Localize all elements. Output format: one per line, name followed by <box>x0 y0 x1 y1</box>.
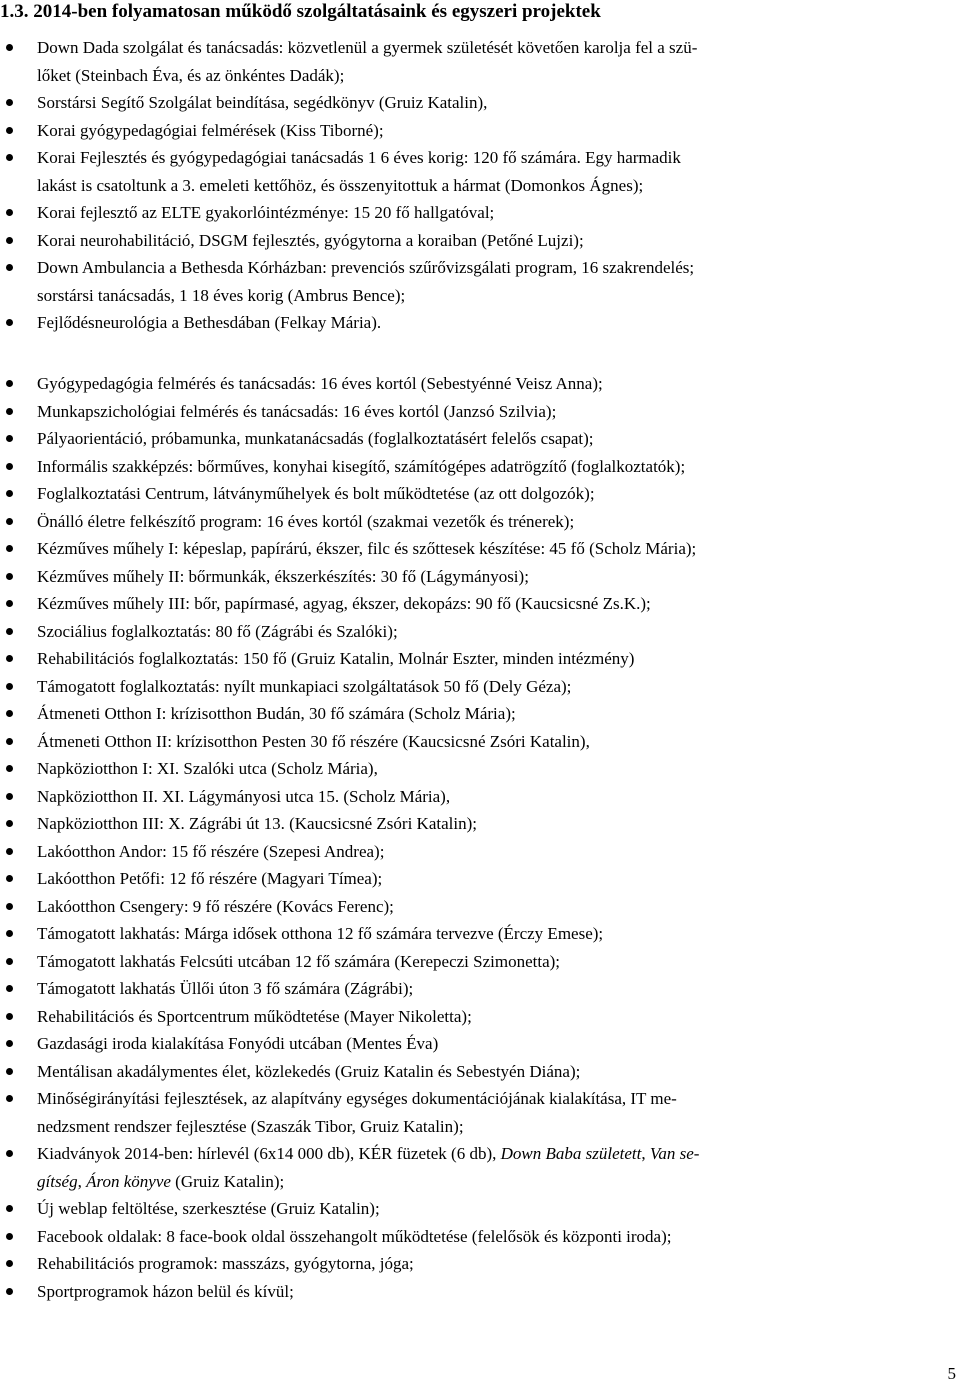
list-item <box>0 1003 960 1031</box>
section-title: 1.3. 2014-ben folyamatosan működő szolgáltatásaink és egyszeri projektek <box>0 1 601 22</box>
list-item-text: Kézműves műhely II: bőrmunkák, ékszerkészítés: 30 fő (Lágymányosi); <box>37 566 529 586</box>
list-item <box>0 1195 960 1223</box>
list-item <box>0 618 960 646</box>
list-item <box>0 755 960 783</box>
publication-title: Van se- <box>649 1144 700 1163</box>
list-item-line: Down Ambulancia a Bethesda Kórházban: prevenciós szűrővizsgálati program, 16 szakrendelés; <box>37 258 695 277</box>
list-item-text: Támogatott lakhatás Felcsúti utcában 12 fő számára (Kerepeczi Szimonetta); <box>37 951 561 971</box>
list-item-line: Korai neurohabilitáció, DSGM fejlesztés, gyógytorna a koraiban (Petőné Lujzi); <box>37 230 584 250</box>
list-item-line: Korai gyógypedagógiai felmérések (Kiss Tiborné); <box>37 120 384 140</box>
list-item <box>0 590 960 618</box>
list-item <box>0 783 960 811</box>
list-item <box>0 508 960 536</box>
list-item <box>0 535 960 563</box>
list-item <box>0 398 960 426</box>
list-item-line: sorstársi tanácsadás, 1 18 éves korig (Ambrus Bence); <box>37 285 406 305</box>
list-item <box>0 453 960 481</box>
list-item-line: Minőségirányítási fejlesztések, az alapítvány egységes dokumentációjának kialakítása, IT me- <box>37 1089 677 1108</box>
publication-title: Áron könyve <box>86 1171 171 1191</box>
list-item <box>0 144 960 199</box>
list-item <box>0 645 960 673</box>
list-item-text: Informális szakképzés: bőrműves, konyhai kisegítő, számítógépes adatrögzítő (foglalkoztatók); <box>37 456 686 476</box>
list-item-text: Lakóotthon Petőfi: 12 fő részére (Magyari Tímea); <box>37 869 383 888</box>
list-item <box>0 425 960 453</box>
list-item <box>0 89 960 117</box>
list-item <box>0 1250 960 1278</box>
list-item <box>0 117 960 145</box>
list-item <box>0 1085 960 1140</box>
list-item-text: Facebook oldalak: 8 face-book oldal összehangolt működtetése (felelősök és központi iroda); <box>37 1226 672 1246</box>
list-item-line: gítség, Áron könyve (Gruiz Katalin); <box>37 1171 285 1191</box>
list-item <box>0 920 960 948</box>
list-item <box>0 728 960 756</box>
list-item <box>0 893 960 921</box>
list-item <box>0 975 960 1003</box>
list-item-text: Mentálisan akadálymentes élet, közlekedés (Gruiz Katalin és Sebestyén Diána); <box>37 1061 581 1081</box>
list-item <box>0 1058 960 1086</box>
list-item-text: Támogatott lakhatás Üllői úton 3 fő számára (Zágrábi); <box>37 979 414 998</box>
list-item-text: Napköziotthon II. XI. Lágymányosi utca 15. (Scholz Mária), <box>37 786 451 806</box>
list-item-text: Napköziotthon III: X. Zágrábi út 13. (Kaucsicsné Zsóri Katalin); <box>37 814 477 833</box>
list-item-line: Fejlődésneurológia a Bethesdában (Felkay Mária). <box>37 313 382 332</box>
list-item-text: Foglalkoztatási Centrum, látványműhelyek és bolt működtetése (az ott dolgozók); <box>37 484 595 503</box>
list-item <box>0 810 960 838</box>
list-item-text: Támogatott lakhatás: Márga idősek otthona 12 fő számára tervezve (Érczy Emese); <box>37 924 604 943</box>
list-item <box>0 254 960 309</box>
list-item-text: Átmeneti Otthon I: krízisotthon Budán, 30 fő számára (Scholz Mária); <box>37 704 516 723</box>
list-item-text: Kézműves műhely III: bőr, papírmasé, agyag, ékszer, dekopázs: 90 fő (Kaucsicsné Zs.K.); <box>37 594 651 613</box>
list-item <box>0 838 960 866</box>
list-item-line: lakást is csatoltunk a 3. emeleti kettőhöz, és összenyitottuk a hármat (Domonkos Ágnes); <box>37 175 644 195</box>
list-item-text: Lakóotthon Andor: 15 fő részére (Szepesi Andrea); <box>37 841 385 861</box>
list-item-publications <box>0 1140 960 1195</box>
publication-title: Down Baba született <box>500 1144 642 1163</box>
list-item-text: Rehabilitációs programok: masszázs, gyógytorna, jóga; <box>37 1254 414 1273</box>
list-item <box>0 865 960 893</box>
list-item <box>0 1223 960 1251</box>
list-item <box>0 227 960 255</box>
list-item-line: Kiadványok 2014-ben: hírlevél (6x14 000 db), KÉR füzetek (6 db), Down Baba született, Van se- <box>37 1144 700 1163</box>
list-item-line: Korai Fejlesztés és gyógypedagógiai tanácsadás 1 6 éves korig: 120 fő számára. Egy harmadik <box>37 148 681 167</box>
list-item <box>0 34 960 89</box>
page-number: 5 <box>947 1364 956 1383</box>
list-item <box>0 1030 960 1058</box>
list-item-text: Önálló életre felkészítő program: 16 éves kortól (szakmai vezetők és trénerek); <box>37 511 575 531</box>
list-item-text: Pályaorientáció, próbamunka, munkatanácsadás (foglalkoztatásért felelős csapat); <box>37 429 594 448</box>
list-item <box>0 309 960 337</box>
list-item-text: Rehabilitációs és Sportcentrum működtetése (Mayer Nikoletta); <box>37 1006 472 1026</box>
list-item <box>0 700 960 728</box>
list-item-text: Kézműves műhely I: képeslap, papírárú, ékszer, filc és szőttesek készítése: 45 fő (Scholz Mária); <box>37 539 697 558</box>
list-item <box>0 948 960 976</box>
list-item-line: nedzsment rendszer fejlesztése (Szaszák Tibor, Gruiz Katalin); <box>37 1116 464 1136</box>
list-item <box>0 563 960 591</box>
list-item-text: Munkapszichológiai felmérés és tanácsadás: 16 éves kortól (Janzsó Szilvia); <box>37 401 557 421</box>
list-item-text: Átmeneti Otthon II: krízisotthon Pesten 30 fő részére (Kaucsicsné Zsóri Katalin), <box>37 731 590 751</box>
list-item-text: Lakóotthon Csengery: 9 fő részére (Kovács Ferenc); <box>37 896 394 916</box>
list-item-text: Új weblap feltöltése, szerkesztése (Gruiz Katalin); <box>37 1199 380 1218</box>
list-item <box>0 673 960 701</box>
list-item-text: Támogatott foglalkoztatás: nyílt munkapiaci szolgáltatások 50 fő (Dely Géza); <box>37 676 572 696</box>
list-item-text: Szociálius foglalkoztatás: 80 fő (Zágrábi és Szalóki); <box>37 621 398 641</box>
list-item <box>0 1278 960 1306</box>
list-item <box>0 480 960 508</box>
services-list-2 <box>0 370 960 1305</box>
list-item-line: Down Dada szolgálat és tanácsadás: közvetlenül a gyermek születését követően karolja fel a szü- <box>37 38 698 57</box>
list-item-text: Napköziotthon I: XI. Szalóki utca (Scholz Mária), <box>37 759 378 778</box>
services-list-1 <box>0 34 960 337</box>
list-item-line: Korai fejlesztő az ELTE gyakorlóintézménye: 15 20 fő hallgatóval; <box>37 203 495 222</box>
list-item <box>0 370 960 398</box>
list-item <box>0 199 960 227</box>
publication-title: gítség <box>37 1171 78 1191</box>
list-item-line: Sorstársi Segítő Szolgálat beindítása, segédkönyv (Gruiz Katalin), <box>37 93 488 112</box>
list-item-text: Sportprogramok házon belül és kívül; <box>37 1281 294 1301</box>
list-item-text: Gazdasági iroda kialakítása Fonyódi utcában (Mentes Éva) <box>37 1034 439 1053</box>
list-item-line: lőket (Steinbach Éva, és az önkéntes Dadák); <box>37 65 345 85</box>
list-item-text: Rehabilitációs foglalkoztatás: 150 fő (Gruiz Katalin, Molnár Eszter, minden intézmény) <box>37 649 635 668</box>
list-item-text: Gyógypedagógia felmérés és tanácsadás: 16 éves kortól (Sebestyénné Veisz Anna); <box>37 374 603 393</box>
